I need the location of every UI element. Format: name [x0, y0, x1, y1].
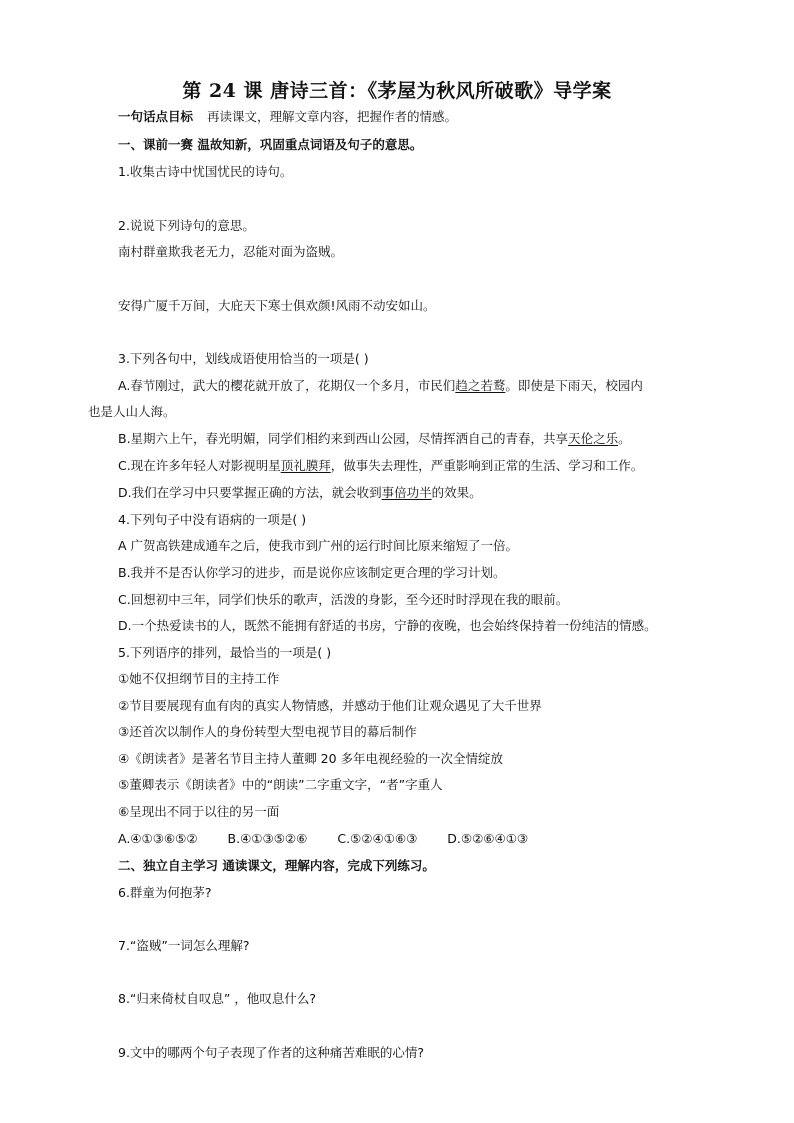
question-5-sentence-6: ⑥呈现出不同于以往的另一面 [118, 804, 280, 819]
question-5-option-a: A.④①③⑥⑤② [118, 831, 198, 846]
option-b-text: B.星期六上午，春光明媚，同学们相约来到西山公园，尽情挥洒自己的青春，共享 [118, 431, 569, 446]
section2-heading: 二、独立自主学习 通读课文，理解内容，完成下列练习。 [118, 858, 435, 873]
question-2: 2.说说下列诗句的意思。 [118, 218, 255, 233]
option-d-text: D.我们在学习中只要掌握正确的方法，就会收到 [118, 485, 382, 500]
page-title: 第 24 课 唐诗三首：《茅屋为秋风所破歌》导学案 [182, 80, 612, 102]
question-2-line-1: 南村群童欺我老无力，忍能对面为盗贼。 [118, 244, 344, 259]
question-3-stem: 3.下列各句中，划线成语使用恰当的一项是( ) [118, 351, 369, 366]
option-a-text-end: 。即使是下雨天，校园内 [505, 378, 643, 393]
option-b-underlined-idiom: 天伦之乐 [568, 431, 619, 446]
question-5-sentence-3: ③还首次以制作人的身份转型大型电视节目的幕后制作 [118, 724, 417, 739]
question-9: 9.文中的哪两个句子表现了作者的这种痛苦难眠的心情? [118, 1045, 425, 1060]
question-4-stem: 4.下列句子中没有语病的一项是( ) [118, 512, 307, 527]
option-c-text-end: ，做事失去理性，严重影响到正常的生活、学习和工作。 [330, 458, 644, 473]
question-3-option-b [118, 430, 631, 448]
question-3-option-a-continued: 也是人山人海。 [88, 404, 176, 419]
question-4-option-d: D.一个热爱读书的人，既然不能拥有舒适的书房，宁静的夜晚，也会始终保持着一份纯洁的情感。 [118, 618, 657, 633]
option-a-text: A.春节刚过，武大的樱花就开放了，花期仅一个多月，市民们 [118, 378, 456, 393]
question-5-sentence-2: ②节目要展现有血有肉的真实人物情感，并感动于他们让观众遇见了大千世界 [118, 698, 542, 713]
question-3-option-a [118, 377, 643, 395]
section1-heading: 一、课前一赛 温故知新，巩固重点词语及句子的意思。 [118, 137, 423, 152]
option-c-text: C.现在许多年轻人对影视明星 [118, 458, 281, 473]
option-d-underlined-idiom: 事倍功半 [381, 485, 432, 500]
question-3-option-d [118, 484, 482, 502]
question-4-option-c: C.回想初中三年，同学们快乐的歌声，活泼的身影，至今还时时浮现在我的眼前。 [118, 592, 569, 607]
question-5-option-c: C.⑤②④①⑥③ [337, 831, 418, 846]
question-1: 1.收集古诗中忧国忧民的诗句。 [118, 164, 293, 179]
question-5-sentence-5: ⑤董卿表示《朗读者》中的“朗读”二字重文字，“者”字重人 [118, 777, 443, 792]
goal-label: 一句话点目标 [118, 109, 194, 124]
question-7: 7.“盗贼”一词怎么理解? [118, 938, 250, 953]
question-5-option-b: B.④①③⑤②⑥ [227, 831, 308, 846]
goal-line [118, 108, 457, 126]
question-5-stem: 5.下列语序的排列，最恰当的一项是( ) [118, 645, 332, 660]
question-5-sentence-4: ④《朗读者》是著名节目主持人董卿 20 多年电视经验的一次全情绽放 [118, 751, 504, 766]
question-8: 8.“归来倚杖自叹息” ，他叹息什么? [118, 991, 316, 1006]
option-d-text-end: 的效果。 [431, 485, 482, 500]
question-4-option-a: A 广贺高铁建成通车之后，使我市到广州的运行时间比原来缩短了一倍。 [118, 538, 519, 553]
question-2-line-2: 安得广厦千万间，大庇天下寒士俱欢颜!风雨不动安如山。 [118, 298, 436, 313]
question-4-option-b: B.我并不是否认你学习的进步，而是说你应该制定更合理的学习计划。 [118, 565, 506, 580]
option-a-underlined-idiom: 趋之若鹜 [455, 378, 506, 393]
question-3-option-c [118, 457, 643, 475]
option-b-text-end: 。 [618, 431, 631, 446]
question-5-options [118, 830, 558, 848]
goal-text: 再读课文，理解文章内容，把握作者的情感。 [207, 109, 458, 124]
question-5-sentence-1: ①她不仅担纲节目的主持工作 [118, 671, 280, 686]
option-c-underlined-idiom: 顶礼膜拜 [280, 458, 331, 473]
question-6: 6.群童为何抱茅? [118, 885, 212, 900]
question-5-option-d: D.⑤②⑥④①③ [447, 831, 529, 846]
